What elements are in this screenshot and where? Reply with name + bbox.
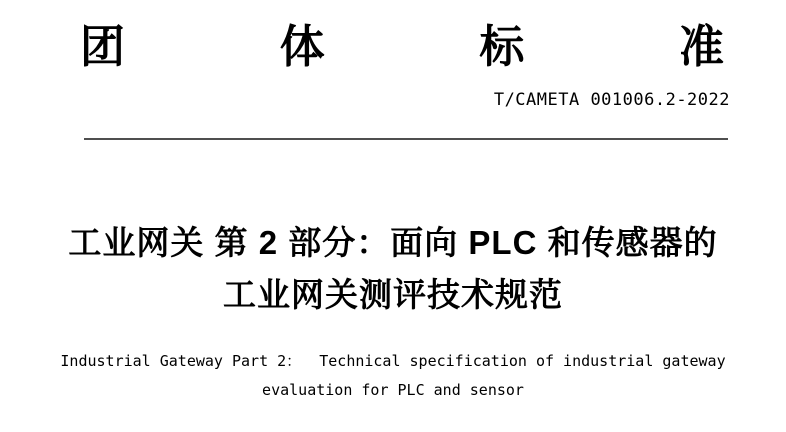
- standard-type-char-4: 准: [678, 22, 724, 72]
- standard-type-title: [80, 22, 724, 72]
- document-title-en: [0, 347, 786, 405]
- standard-type-char-2: 体: [279, 22, 325, 72]
- standard-type-char-3: 标: [479, 22, 525, 72]
- document-title-cn-line2: 工业网关测评技术规范: [223, 276, 563, 313]
- standard-type-char-1: 团: [80, 22, 126, 72]
- document-title-cn-line1: 工业网关 第 2 部分：面向 PLC 和传感器的: [68, 224, 718, 261]
- document-title-en-line2: evaluation for PLC and sensor: [262, 381, 524, 399]
- document-title-en-line1: Industrial Gateway Part 2： Technical specification of industrial gateway: [60, 352, 726, 370]
- standard-number: T/CAMETA 001006.2-2022: [493, 90, 730, 110]
- header-divider: [84, 138, 728, 140]
- document-title-cn: [0, 217, 786, 321]
